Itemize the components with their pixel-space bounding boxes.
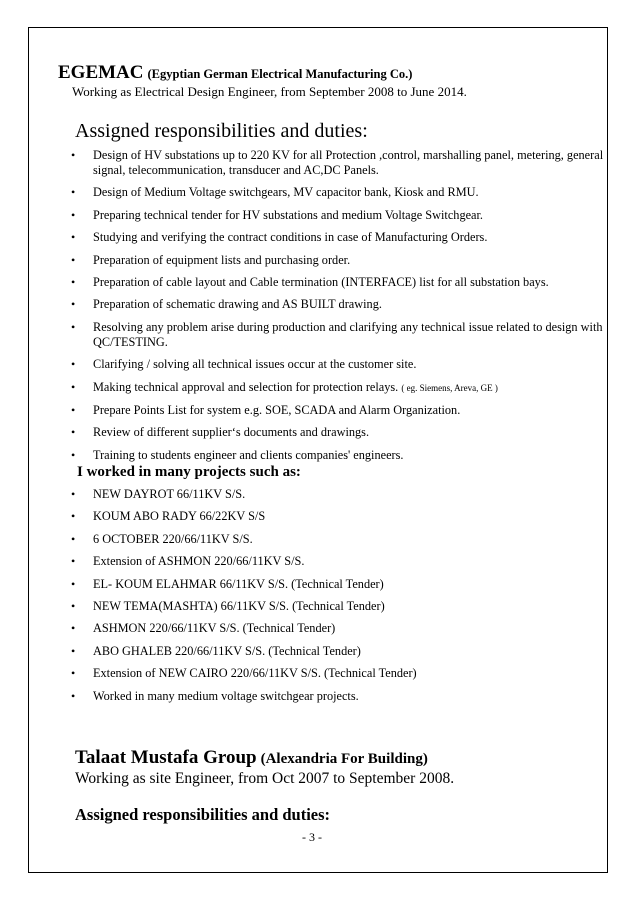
list-item: • Extension of ASHMON 220/66/11KV S/S. xyxy=(70,554,610,569)
list-item: • Worked in many medium voltage switchgear projects. xyxy=(70,689,610,704)
list-item: • Preparation of equipment lists and purchasing order. xyxy=(70,253,610,268)
company-name: Talaat Mustafa Group xyxy=(75,747,257,768)
duties-heading: Assigned responsibilities and duties: xyxy=(75,120,368,142)
company-full-name: (Alexandria For Building) xyxy=(260,751,428,767)
page-number: - 3 - xyxy=(302,830,322,844)
list-item: • Training to students engineer and clients companies' engineers. xyxy=(70,448,610,463)
list-item: • Preparing technical tender for HV substations and medium Voltage Switchgear. xyxy=(70,208,610,223)
projects-list xyxy=(70,487,610,711)
duty-relays-note: ( eg. Siemens, Areva, GE ) xyxy=(401,382,498,393)
company-full-name: (Egyptian German Electrical Manufacturing Co.) xyxy=(147,67,413,81)
list-item: • Resolving any problem arise during production and clarifying any technical issue related to design with QC/TESTING. xyxy=(70,320,610,350)
job-role: Working as site Engineer, from Oct 2007 to September 2008. xyxy=(75,770,455,787)
list-item: • Design of Medium Voltage switchgears, MV capacitor bank, Kiosk and RMU. xyxy=(70,185,610,200)
list-item: • Preparation of schematic drawing and AS BUILT drawing. xyxy=(70,297,610,312)
list-item: • NEW DAYROT 66/11KV S/S. xyxy=(70,487,610,502)
company-heading-talaat xyxy=(75,747,428,769)
list-item: • Studying and verifying the contract conditions in case of Manufacturing Orders. xyxy=(70,230,610,245)
list-item: • ABO GHALEB 220/66/11KV S/S. (Technical Tender) xyxy=(70,644,610,659)
list-item: • Preparation of cable layout and Cable termination (INTERFACE) list for all substation bays. xyxy=(70,275,610,290)
list-item: • Prepare Points List for system e.g. SOE, SCADA and Alarm Organization. xyxy=(70,403,610,418)
job-role: Working as Electrical Design Engineer, from September 2008 to June 2014. xyxy=(72,84,467,99)
company-heading-egemac xyxy=(58,62,412,84)
list-item: • Review of different supplier‘s documents and drawings. xyxy=(70,425,610,440)
list-item: • EL- KOUM ELAHMAR 66/11KV S/S. (Technical Tender) xyxy=(70,577,610,592)
duties-list xyxy=(70,148,610,470)
list-item: • Extension of NEW CAIRO 220/66/11KV S/S. (Technical Tender) xyxy=(70,666,610,681)
list-item: • KOUM ABO RADY 66/22KV S/S xyxy=(70,509,610,524)
duty-relays-text: Making technical approval and selection for protection relays. xyxy=(93,379,399,394)
list-item: • NEW TEMA(MASHTA) 66/11KV S/S. (Technical Tender) xyxy=(70,599,610,614)
projects-heading: I worked in many projects such as: xyxy=(77,464,301,480)
list-item xyxy=(70,380,610,396)
company-name: EGEMAC xyxy=(58,62,144,83)
list-item: • Design of HV substations up to 220 KV for all Protection ,control, marshalling panel, metering, general signal, telecommunication, transducer and AC,DC Panels. xyxy=(70,148,610,178)
list-item: • ASHMON 220/66/11KV S/S. (Technical Tender) xyxy=(70,621,610,636)
duties-heading: Assigned responsibilities and duties: xyxy=(75,805,331,824)
list-item: • 6 OCTOBER 220/66/11KV S/S. xyxy=(70,532,610,547)
list-item: • Clarifying / solving all technical issues occur at the customer site. xyxy=(70,357,610,372)
